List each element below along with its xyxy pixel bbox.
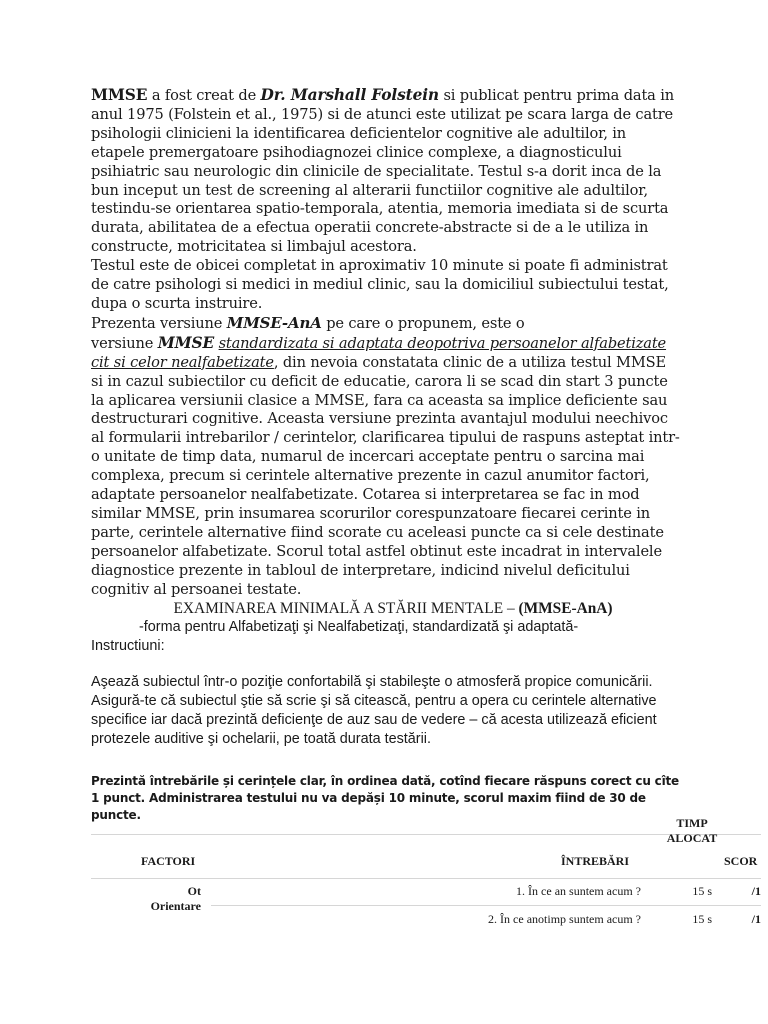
document-body: [91, 86, 681, 824]
time-1: 15 s: [692, 884, 712, 898]
author-name: Dr. Marshall Folstein: [260, 86, 439, 104]
intro-text-1a: a fost creat de: [147, 87, 261, 104]
header-factori: FACTORI: [141, 854, 196, 868]
mmse-term: MMSE: [91, 86, 148, 104]
intro-text-3b: pe care o propunem, este o: [321, 314, 525, 332]
intro-text-1b: si publicat pentru prima data in anul 1975 (Folstein et al., 1975) si de atunci este utilizat pe scara larga de catre psihologii clinicieni la identificarea deficientelor cognitive ale adultilor, in etapele premergatoare psihodiagnozei clinice complexe, a diagnosticului psihiatric sau neurologic din clinicile de specialitate. Testul s-a dorit inca de la bun inceput un test de screening al alterarii functiilor cognitive ale adultilor, testindu-se orientarea spatio-temporala, atentia, memoria imediata si de scurta durata, abilitatea de a efectua operatii concrete-abstracte si de a le utiliza in constructe, motricitatea si limbajul acestora.: [91, 87, 674, 256]
title-acronym: (MMSE-AnA): [518, 600, 613, 618]
header-rule: [91, 878, 761, 879]
version-name: MMSE-AnA: [226, 313, 322, 332]
header-scor: SCOR: [724, 854, 758, 868]
mmse-term-2: MMSE: [157, 333, 215, 352]
instructions-heading: Instructiuni:: [91, 638, 165, 655]
form-title: [91, 599, 681, 618]
header-alocat: ALOCAT: [666, 831, 718, 845]
intro-text-2: Testul este de obicei completat in aproximativ 10 minute si poate fi administrat de catre psihologi si medici in mediul clinic, sau la domiciliul subiectului testat, dupa o scurta instruire.: [91, 257, 669, 312]
question-1: 1. În ce an suntem acum ?: [516, 884, 641, 898]
form-subtitle: -forma pentru Alfabetizaţi şi Nealfabetizaţi, standardizată şi adaptată-: [139, 619, 579, 636]
factor-code: Ot: [187, 884, 201, 898]
factor-orientare: Orientare: [150, 899, 201, 913]
underlined-phrase: standardizata si adaptata deopotriva persoanelor alfabetizate cit si celor nealfabetizate: [91, 334, 667, 371]
instructions-text: Aşează subiectul într-o poziţie confortabilă şi stabileşte o atmosferă propice comunicării. Asigură-te că subiectul ştie să scrie şi să citească, pentru a opera cu cerintele alternative specifice iar dacă prezintă deficienţe de auz sau de vedere – că acesta utilizează eficient protezele auditive şi ochelarii, pe toată durata testării.: [91, 674, 657, 748]
row-rule: [211, 905, 761, 906]
intro-text: [91, 86, 681, 599]
title-text: EXAMINAREA MINIMALĂ A STĂRII MENTALE –: [173, 600, 519, 618]
question-2: 2. În ce anotimp suntem acum ?: [488, 912, 641, 926]
header-timp-alocat: [659, 816, 725, 846]
intro-text-3c: versiune: [91, 334, 158, 352]
score-1: /1: [751, 884, 761, 898]
intro-text-3e: , din nevoia constatata clinic de a utiliza testul MMSE si in cazul subiectilor cu deficit de educatie, carora li se scad din start 3 puncte la aplicarea versiunii clasice a MMSE, fara ca aceasta sa implice deficiente sau destructurari cognitive. Aceasta versiune prezinta avantajul modului neechivoc al formularii intrebarilor / cerintelor, clarificarea tipului de raspuns asteptat intr-o unitate de timp data, numarul de incercari acceptate pentru o sarcina mai complexa, precum si cerintele alternative prezente in cazul anumitor factori, adaptate persoanelor nealfabetizate. Cotarea si interpretarea se fac in mod similar MMSE, prin insumarea scorurilor corespunzatoare fiecarei cerinte in parte, cerintele alternative fiind scorate cu aceleasi puncte ca si cele destinate persoanelor alfabetizate. Scorul total astfel obtinut este incadrat in intervalele diagnostice prezente in tabloul de interpretare, indicind nivelul deficitului cognitiv al persoanei testate.: [91, 353, 680, 598]
time-2: 15 s: [692, 912, 712, 926]
header-intrebari: ÎNTREBĂRI: [561, 854, 630, 868]
intro-text-3a: Prezenta versiune: [91, 314, 227, 332]
administration-note: Prezintă întrebările și cerințele clar, în ordinea dată, cotînd fiecare răspuns corect cu cîte 1 punct. Administrarea testului nu va depăși 10 minute, scorul maxim fiind de 30 de puncte.: [91, 774, 679, 823]
header-timp: TIMP: [676, 816, 708, 830]
score-2: /1: [751, 912, 761, 926]
